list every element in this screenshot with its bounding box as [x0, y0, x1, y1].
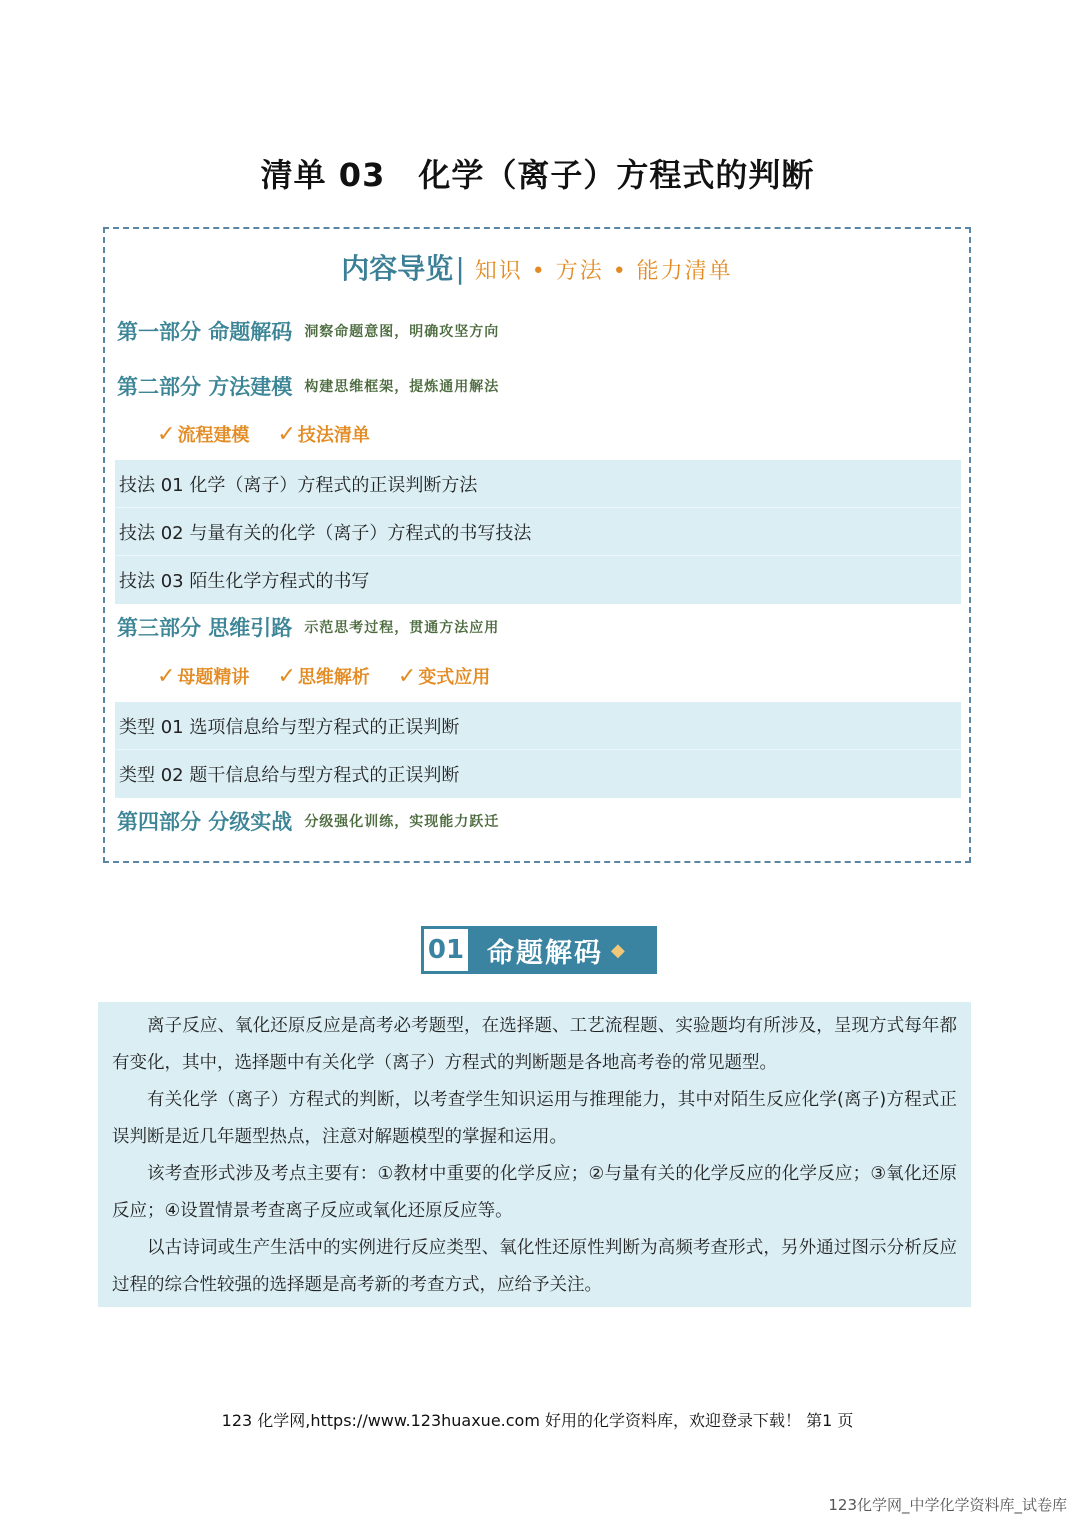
diamond-icon: ◆	[611, 939, 627, 961]
tick-item: ✓ 思维解析	[277, 663, 370, 689]
list-item[interactable]: 技法 03 陌生化学方程式的书写	[119, 571, 370, 592]
overview-heading-sub: 知识 • 方法 • 能力清单	[474, 259, 733, 284]
checkmark-icon: ✓	[157, 421, 176, 447]
content-overview-box	[103, 227, 971, 863]
section-badge	[421, 926, 657, 974]
toc-part-4[interactable]	[117, 804, 499, 838]
part-desc: 示范思考过程，贯通方法应用	[304, 620, 500, 636]
section-label: 命题解码 ◆	[471, 926, 657, 974]
toc-part-2[interactable]	[117, 369, 499, 403]
intro-paragraph: 有关化学（离子）方程式的判断，以考查学生知识运用与推理能力，其中对陌生反应化学(离子)方程式正误判断是近几年题型热点，注意对解题模型的掌握和运用。	[112, 1090, 957, 1147]
checkmark-icon: ✓	[277, 663, 296, 689]
part-2-rows	[115, 460, 961, 604]
part-title: 第四部分 分级实战	[117, 810, 293, 834]
list-item[interactable]: 技法 01 化学（离子）方程式的正误判断方法	[115, 460, 961, 508]
intro-paragraph: 以古诗词或生产生活中的实例进行反应类型、氧化性还原性判断为高频考查形式，另外通过图示分析反应过程的综合性较强的选择题是高考新的考查方式，应给予关注。	[112, 1238, 957, 1295]
page-footer: 123 化学网,https://www.123huaxue.com 好用的化学资料库，欢迎登录下载！ 第1 页	[221, 1411, 854, 1430]
overview-heading-main: 内容导览	[341, 252, 454, 285]
list-item[interactable]: 类型 01 选项信息给与型方程式的正误判断	[115, 702, 961, 750]
checkmark-icon: ✓	[277, 421, 296, 447]
tick-item: ✓ 变式应用	[397, 663, 491, 689]
section-number: 01	[421, 926, 471, 974]
intro-panel	[98, 1002, 971, 1307]
part-3-tick-list	[157, 661, 518, 691]
watermark: 123化学网_中学化学资料库_试卷库	[828, 1496, 1067, 1514]
checkmark-icon: ✓	[397, 663, 417, 689]
tick-item: ✓ 技法清单	[277, 421, 370, 447]
tick-item: ✓ 母题精讲	[157, 663, 250, 689]
part-2-tick-list	[157, 419, 398, 449]
tick-item: ✓ 流程建模	[157, 421, 250, 447]
toc-part-1[interactable]	[117, 314, 499, 348]
intro-paragraph: 离子反应、氧化还原反应是高考必考题型，在选择题、工艺流程题、实验题均有所涉及，呈现方式每年都有变化，其中，选择题中有关化学（离子）方程式的判断题是各地高考卷的常见题型。	[112, 1016, 957, 1073]
page-title: 清单 03 化学（离子）方程式的判断	[260, 156, 815, 194]
checkmark-icon: ✓	[157, 663, 176, 689]
intro-paragraph: 该考查形式涉及考点主要有：①教材中重要的化学反应；②与量有关的化学反应的化学反应；③氧化还原反应；④设置情景考查离子反应或氧化还原反应等。	[112, 1164, 957, 1221]
part-3-rows	[115, 702, 961, 798]
overview-heading	[105, 247, 969, 287]
part-title: 第一部分 命题解码	[117, 320, 293, 344]
list-item[interactable]: 类型 02 题干信息给与型方程式的正误判断	[119, 765, 460, 786]
part-desc: 构建思维框架，提炼通用解法	[304, 379, 500, 395]
overview-heading-bar: |	[455, 252, 465, 285]
list-item[interactable]: 技法 02 与量有关的化学（离子）方程式的书写技法	[115, 508, 961, 556]
part-desc: 分级强化训练，实现能力跃迁	[304, 814, 500, 830]
part-title: 第三部分 思维引路	[117, 616, 293, 640]
part-title: 第二部分 方法建模	[117, 375, 293, 399]
toc-part-3[interactable]	[117, 610, 499, 644]
part-desc: 洞察命题意图，明确攻坚方向	[304, 324, 500, 340]
